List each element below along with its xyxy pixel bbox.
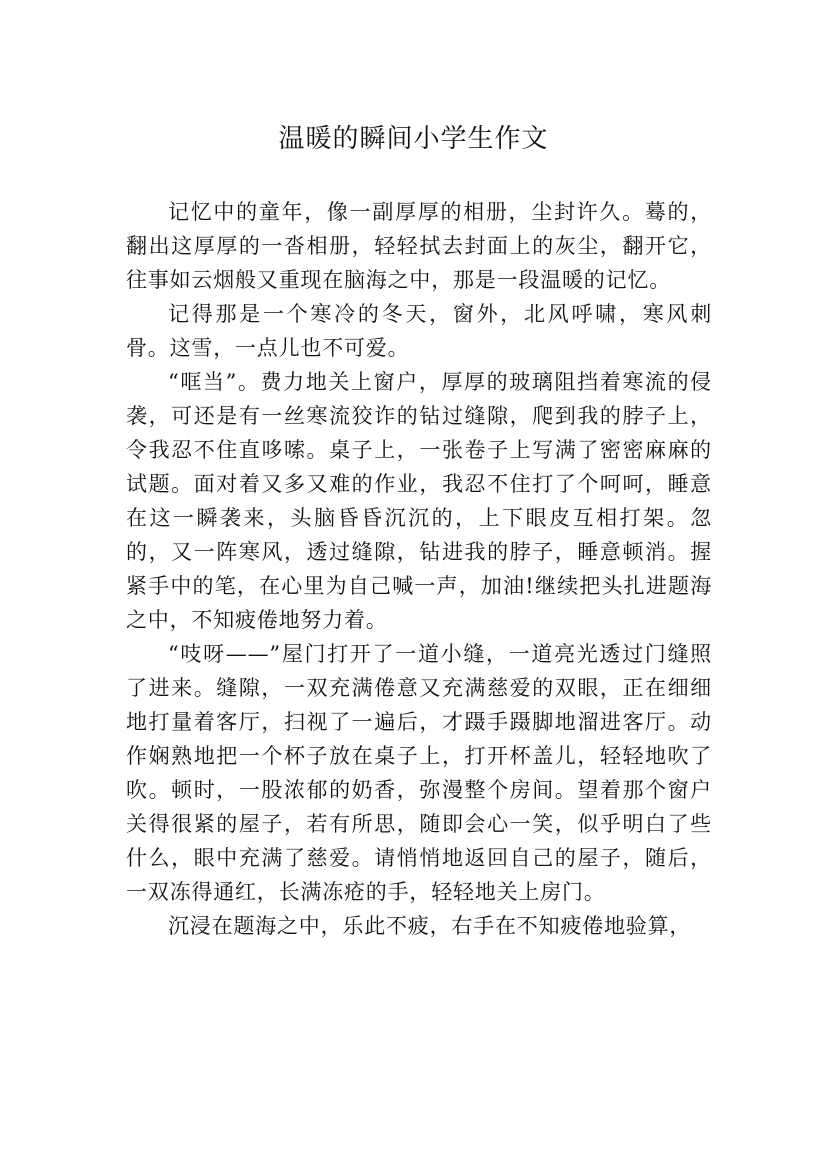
document-title: 温暖的瞬间小学生作文 <box>278 124 549 155</box>
paragraph-3: “哐当”。费力地关上窗户，厚厚的玻璃阻挡着寒流的侵袭，可还是有一丝寒流狡诈的钻过缝隙，爬到我的脖子上，令我忍不住直哆嗦。桌子上，一张卷子上写满了密密麻麻的试题。面对着又多又难的作业，我忍不住打了个呵呵，睡意在这一瞬袭来，头脑昏昏沉沉的，上下眼皮互相打架。忽的，又一阵寒风，透过缝隙，钻进我的脖子，睡意顿消。握紧手中的笔，在心里为自己喊一声，加油!继续把头扎进题海之中，不知疲倦地努力着。 <box>126 370 712 632</box>
document-body <box>126 195 712 943</box>
paragraph-4: “吱呀——”屋门打开了一道小缝，一道亮光透过门缝照了进来。缝隙，一双充满倦意又充满慈爱的双眼，正在细细地打量着客厅，扫视了一遍后，才蹑手蹑脚地溜进客厅。动作娴熟地把一个杯子放在桌子上，打开杯盖儿，轻轻地吹了吹。顿时，一股浓郁的奶香，弥漫整个房间。望着那个窗户关得很紧的屋子，若有所思，随即会心一笑，似乎明白了些什么，眼中充满了慈爱。请悄悄地返回自己的屋子，随后，一双冻得通红，长满冻疮的手，轻轻地关上房门。 <box>126 642 712 904</box>
paragraph-1: 记忆中的童年，像一副厚厚的相册，尘封许久。蓦的，翻出这厚厚的一沓相册，轻轻拭去封面上的灰尘，翻开它，往事如云烟般又重现在脑海之中，那是一段温暖的记忆。 <box>126 200 712 292</box>
paragraph-5: 沉浸在题海之中，乐此不疲，右手在不知疲倦地验算， <box>168 914 692 938</box>
paragraph-2: 记得那是一个寒冷的冬天，窗外，北风呼啸，寒风刺骨。这雪，一点儿也不可爱。 <box>126 302 712 360</box>
